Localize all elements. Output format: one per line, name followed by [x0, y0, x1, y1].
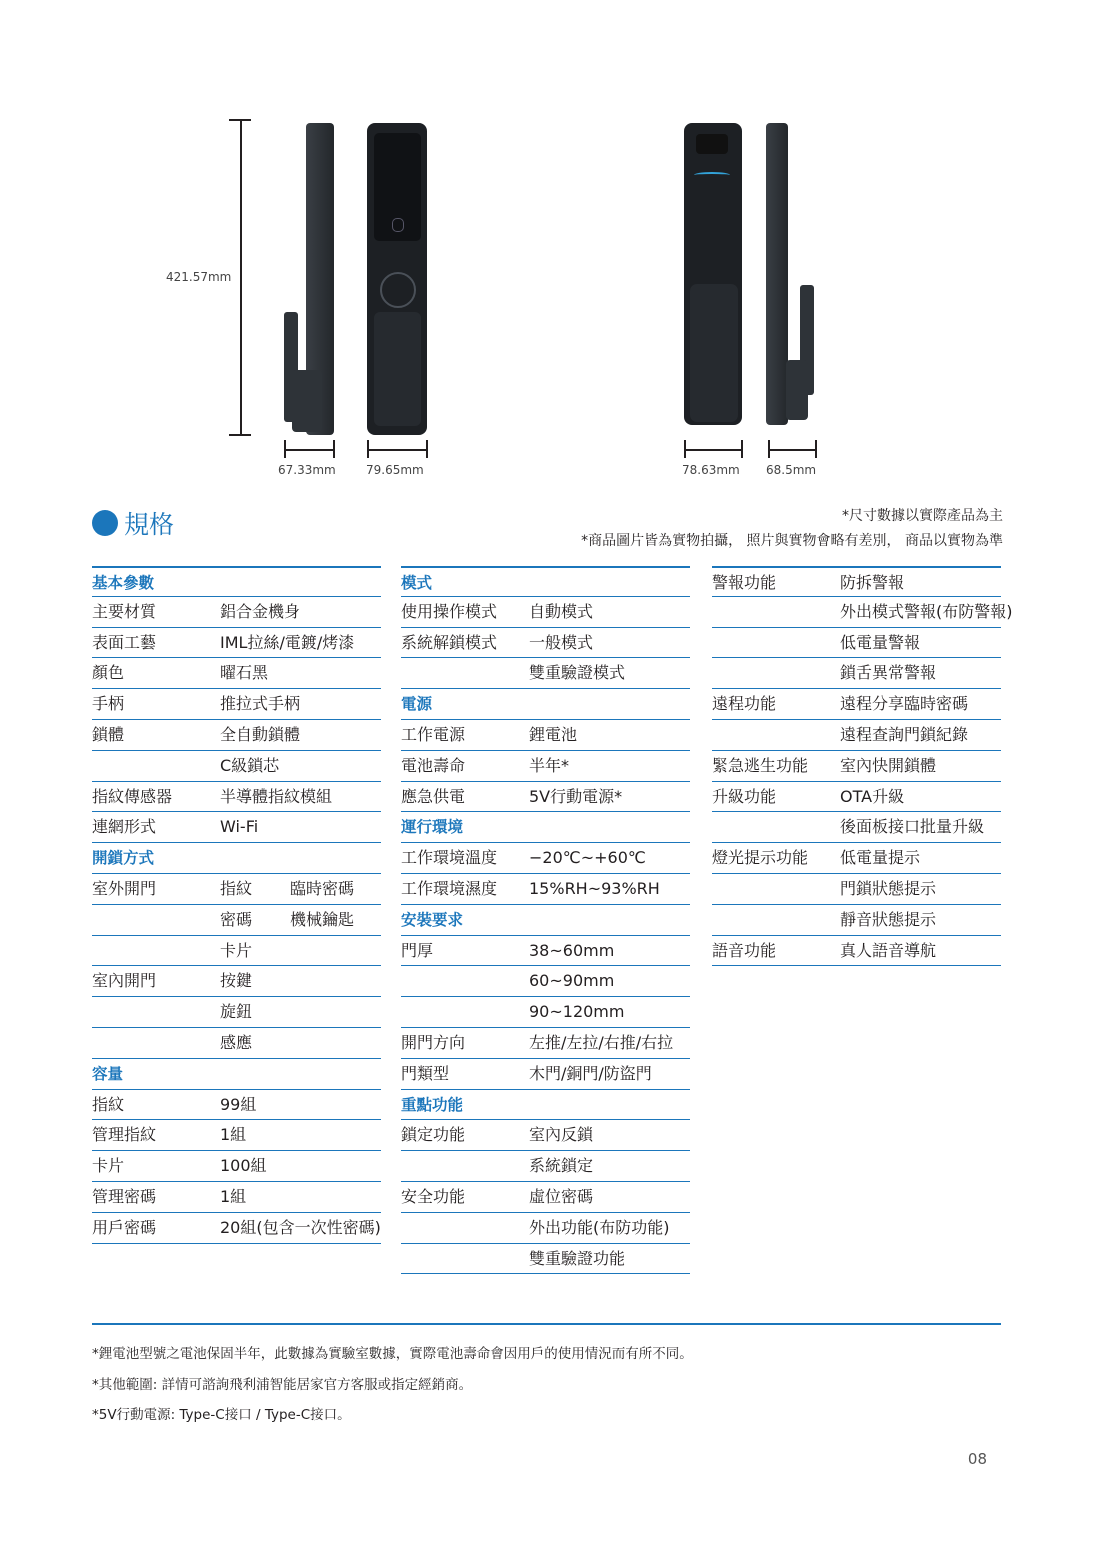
spec-label: 管理指紋 — [92, 1125, 157, 1145]
page-number: 08 — [967, 1450, 987, 1468]
footnote-1: *鋰電池型號之電池保固半年，此數據為實驗室數據，實際電池壽命會因用戶的使用情況而有所不同。 — [92, 1346, 693, 1362]
spec-value: 曜石黑 — [220, 663, 269, 683]
spec-value: IML拉絲/電鍍/烤漆 — [220, 632, 355, 652]
spec-group-heading — [92, 1059, 381, 1090]
spec-label: 手柄 — [92, 694, 125, 714]
section-bullet-icon — [92, 510, 118, 536]
spec-value: Wi-Fi — [220, 817, 259, 837]
spec-row — [92, 1151, 381, 1182]
spec-value: 低電量提示 — [840, 848, 921, 868]
spec-value: 真人語音導航 — [840, 940, 937, 960]
spec-label: 使用操作模式 — [401, 601, 498, 621]
spec-group-heading — [401, 689, 690, 720]
spec-row — [401, 1213, 690, 1244]
spec-row — [712, 936, 1001, 967]
spec-value: −20℃~+60℃ — [529, 848, 646, 868]
width-dimension-1: 67.33mm — [278, 463, 336, 477]
spec-row — [92, 936, 381, 967]
spec-value: 遠程查詢門鎖紀錄 — [840, 724, 969, 744]
spec-column-2 — [401, 566, 690, 1274]
spec-row — [92, 751, 381, 782]
spec-row — [401, 1028, 690, 1059]
spec-row — [712, 658, 1001, 689]
spec-row — [401, 843, 690, 874]
spec-row — [92, 997, 381, 1028]
spec-group-heading — [92, 843, 381, 874]
spec-value: 自動模式 — [529, 601, 594, 621]
spec-row — [401, 1059, 690, 1090]
spec-label: 室外開門 — [92, 878, 157, 898]
spec-value: 半導體指紋模組 — [220, 786, 333, 806]
spec-row — [92, 597, 381, 628]
spec-value: 雙重驗證功能 — [529, 1248, 626, 1268]
spec-label: 門厚 — [401, 940, 434, 960]
spec-row — [92, 812, 381, 843]
spec-label: 工作環境溫度 — [401, 848, 498, 868]
spec-row — [401, 628, 690, 659]
spec-value: 鋰電池 — [529, 724, 578, 744]
spec-column-3 — [712, 566, 1013, 966]
spec-value: 60~90mm — [529, 971, 615, 991]
spec-label: 主要材質 — [92, 601, 157, 621]
spec-value: 指紋 — [220, 878, 253, 898]
footnote-3: *5V行動電源: Type-C接口 / Type-C接口。 — [92, 1407, 351, 1423]
spec-value: 1組 — [220, 1186, 247, 1206]
spec-value: 低電量警報 — [840, 632, 921, 652]
spec-label: 鎖定功能 — [401, 1125, 466, 1145]
spec-row — [92, 874, 381, 905]
spec-label: 工作電源 — [401, 724, 466, 744]
spec-row — [401, 936, 690, 967]
spec-label: 升級功能 — [712, 786, 777, 806]
group-title: 電源 — [401, 695, 433, 714]
spec-value: 遠程分享臨時密碼 — [840, 694, 969, 714]
height-dimension: 421.57mm — [166, 270, 232, 284]
group-title: 安裝要求 — [401, 910, 464, 929]
spec-row — [712, 812, 1001, 843]
spec-label: 鎖體 — [92, 724, 125, 744]
spec-value: 推拉式手柄 — [220, 694, 301, 714]
spec-label: 語音功能 — [712, 940, 777, 960]
group-title: 容量 — [92, 1064, 124, 1083]
spec-value: 左推/左拉/右推/右拉 — [529, 1032, 674, 1052]
spec-value: 外出功能(布防功能) — [529, 1217, 670, 1237]
footnote-divider — [92, 1323, 1001, 1325]
spec-value: 感應 — [220, 1032, 253, 1052]
group-title: 基本參數 — [92, 574, 155, 592]
spec-value: 卡片 — [220, 940, 253, 960]
spec-value: 38~60mm — [529, 940, 615, 960]
spec-row — [712, 751, 1001, 782]
spec-label: 管理密碼 — [92, 1186, 157, 1206]
spec-row — [92, 658, 381, 689]
spec-value: 室內快開鎖體 — [840, 755, 937, 775]
spec-value: 防拆警報 — [840, 573, 905, 592]
spec-row — [92, 1213, 381, 1244]
group-title: 重點功能 — [401, 1095, 464, 1114]
spec-value: 外出模式警報(布防警報) — [840, 601, 1013, 621]
spec-value: 半年* — [529, 755, 570, 775]
spec-label: 系統解鎖模式 — [401, 632, 498, 652]
width-dimension-2: 79.65mm — [366, 463, 424, 477]
spec-row — [712, 689, 1001, 720]
spec-row — [92, 628, 381, 659]
spec-row — [92, 966, 381, 997]
spec-row — [712, 782, 1001, 813]
spec-value: 旋鈕 — [220, 1002, 253, 1022]
spec-label: 緊急逃生功能 — [712, 755, 809, 775]
spec-row — [401, 874, 690, 905]
spec-value: 後面板接口批量升級 — [840, 817, 985, 837]
spec-row — [712, 720, 1001, 751]
spec-row — [401, 966, 690, 997]
note-1: *尺寸數據以實際產品為主 — [842, 508, 1003, 524]
spec-row — [712, 597, 1013, 628]
spec-row — [401, 658, 690, 689]
spec-group-heading — [401, 905, 690, 936]
spec-value: 一般模式 — [529, 632, 594, 652]
spec-row — [712, 905, 1001, 936]
spec-label: 遠程功能 — [712, 694, 777, 714]
spec-row — [92, 689, 381, 720]
spec-label: 應急供電 — [401, 786, 466, 806]
spec-value: 密碼 — [220, 909, 253, 929]
spec-row — [401, 597, 690, 628]
spec-row — [712, 566, 1001, 597]
group-title: 運行環境 — [401, 818, 464, 837]
spec-value: 鋁合金機身 — [220, 601, 301, 621]
spec-value: 15%RH~93%RH — [529, 878, 660, 898]
spec-row — [712, 843, 1001, 874]
spec-label: 電池壽命 — [401, 755, 466, 775]
spec-value: 系統鎖定 — [529, 1156, 594, 1176]
spec-value: 虛位密碼 — [529, 1186, 594, 1206]
spec-row — [92, 1182, 381, 1213]
spec-label: 指紋傳感器 — [92, 786, 173, 806]
spec-row — [401, 997, 690, 1028]
spec-value: 室內反鎖 — [529, 1125, 594, 1145]
spec-label: 警報功能 — [712, 573, 777, 592]
spec-value: OTA升級 — [840, 786, 905, 806]
spec-row — [401, 1182, 690, 1213]
spec-group-heading — [401, 812, 690, 843]
spec-value: 雙重驗證模式 — [529, 663, 626, 683]
spec-label: 門類型 — [401, 1063, 450, 1083]
section-title: 規格 — [124, 510, 175, 539]
spec-value-secondary: 臨時密碼 — [290, 878, 355, 898]
spec-value: 木門/銅門/防盜門 — [529, 1063, 652, 1083]
spec-value: 按鍵 — [220, 971, 253, 991]
spec-value: 20組(包含一次性密碼) — [220, 1217, 381, 1237]
spec-value-secondary: 機械鑰匙 — [290, 909, 355, 929]
spec-value: 全自動鎖體 — [220, 724, 301, 744]
spec-label: 指紋 — [92, 1094, 125, 1114]
spec-value: 90~120mm — [529, 1002, 625, 1022]
spec-value: 100組 — [220, 1156, 267, 1176]
spec-label: 表面工藝 — [92, 632, 157, 652]
spec-value: C級鎖芯 — [220, 755, 280, 775]
spec-row — [712, 628, 1001, 659]
spec-value: 1組 — [220, 1125, 247, 1145]
spec-label: 用戶密碼 — [92, 1217, 157, 1237]
spec-row — [92, 1090, 381, 1121]
spec-label: 工作環境濕度 — [401, 878, 498, 898]
width-dimension-3: 78.63mm — [682, 463, 740, 477]
spec-group-heading — [92, 566, 381, 597]
spec-row — [401, 1120, 690, 1151]
spec-value: 5V行動電源* — [529, 786, 623, 806]
width-dimension-4: 68.5mm — [766, 463, 817, 477]
spec-label: 開門方向 — [401, 1032, 466, 1052]
spec-value: 靜音狀態提示 — [840, 909, 937, 929]
note-2: *商品圖片皆為實物拍攝， 照片與實物會略有差別， 商品以實物為準 — [581, 533, 1003, 549]
spec-value: 99組 — [220, 1094, 257, 1114]
spec-row — [401, 782, 690, 813]
footnote-2: *其他範圍: 詳情可諮詢飛利浦智能居家官方客服或指定經銷商。 — [92, 1377, 473, 1393]
spec-label: 安全功能 — [401, 1186, 466, 1206]
spec-row — [92, 1120, 381, 1151]
spec-row — [401, 1244, 690, 1275]
spec-row — [401, 720, 690, 751]
spec-row — [401, 1151, 690, 1182]
spec-label: 燈光提示功能 — [712, 848, 809, 868]
spec-value: 門鎖狀態提示 — [840, 878, 937, 898]
group-title: 模式 — [401, 574, 433, 592]
spec-row — [92, 905, 381, 936]
spec-label: 連網形式 — [92, 817, 157, 837]
spec-column-1 — [92, 566, 381, 1244]
spec-row — [401, 751, 690, 782]
spec-value: 鎖舌異常警報 — [840, 663, 937, 683]
spec-row — [92, 782, 381, 813]
spec-row — [92, 1028, 381, 1059]
spec-label: 卡片 — [92, 1156, 125, 1176]
spec-label: 顏色 — [92, 663, 125, 683]
group-title: 開鎖方式 — [92, 849, 155, 868]
spec-group-heading — [401, 1090, 690, 1121]
spec-row — [712, 874, 1001, 905]
spec-row — [92, 720, 381, 751]
spec-label: 室內開門 — [92, 971, 157, 991]
spec-group-heading — [401, 566, 690, 597]
